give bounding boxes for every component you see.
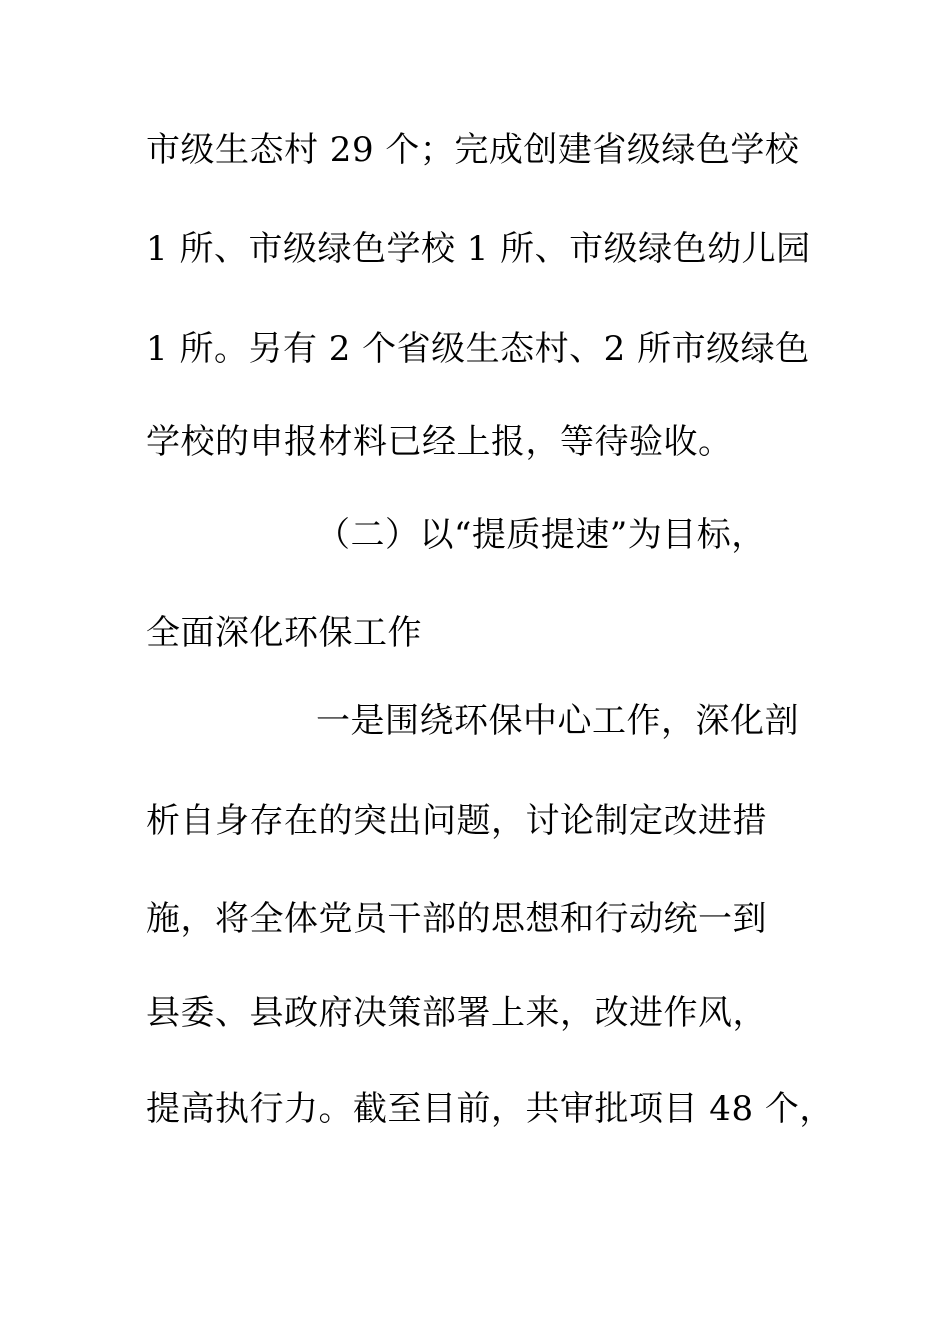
paragraph-line-7: 施，将全体党员干部的思想和行动统一到	[146, 899, 767, 939]
section-heading-line-2: 全面深化环保工作	[146, 613, 422, 653]
paragraph-line-2: 1 所、市级绿色学校 1 所、市级绿色幼儿园	[146, 229, 811, 269]
paragraph-line-9: 提高执行力。截至目前，共审批项目 48 个，	[146, 1089, 834, 1129]
paragraph-line-5: 一是围绕环保中心工作，深化剖	[316, 701, 799, 741]
paragraph-line-4: 学校的申报材料已经上报，等待验收。	[146, 422, 733, 462]
paragraph-line-3: 1 所。另有 2 个省级生态村、2 所市级绿色	[146, 329, 810, 369]
section-heading-line-1: （二）以“提质提速”为目标，	[316, 515, 766, 555]
paragraph-line-1: 市级生态村 29 个；完成创建省级绿色学校	[146, 130, 800, 170]
paragraph-line-8: 县委、县政府决策部署上来，改进作风，	[146, 993, 767, 1033]
paragraph-line-6: 析自身存在的突出问题，讨论制定改进措	[146, 801, 767, 841]
